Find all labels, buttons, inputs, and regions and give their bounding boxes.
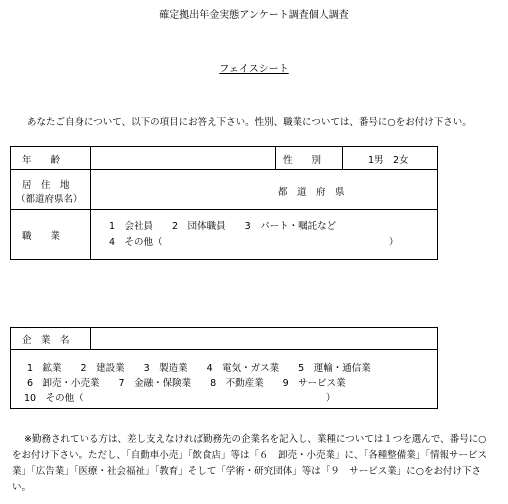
gender-label-divider-right (342, 146, 343, 169)
footnote-line: をお付け下さい。ただし、「自動車小売」「飲食店」等は「６ 卸売・小売業」に、「各種整備業」「情報サービス (12, 450, 488, 461)
gender-label: 性 別 (283, 155, 322, 166)
row-divider (10, 209, 438, 210)
company-name-label: 企 業 名 (22, 335, 70, 346)
footnote-line: 業」「広告業」「医療・社会福祉」「教育」そして「学術・研究団体」等は「９ サービス業」に○をお付け下さ (12, 466, 482, 477)
residence-sublabel: （都道府県名） (16, 194, 83, 205)
occupation-other-close: ） (389, 237, 399, 248)
occupation-options-line1[interactable]: 1 会社員 2 団体職員 3 パート・嘱託など (109, 221, 337, 232)
company-name-field[interactable] (92, 329, 436, 347)
occupation-options-other[interactable]: 4 その他（ (109, 237, 163, 248)
gender-label-divider-left (275, 146, 276, 169)
gender-options[interactable]: 1男 2女 (368, 155, 409, 166)
industry-options-other[interactable]: 10 その他（ (24, 393, 84, 404)
residence-label: 居 住 地 (22, 180, 70, 191)
footnote-line: い。 (12, 482, 32, 493)
footnote (12, 432, 497, 496)
age-label: 年 齢 (22, 155, 61, 166)
footnote-line: ※勤務されている方は、差し支えなければ勤務先の企業名を記入し、業種については１つを選んで、番号に○ (24, 434, 487, 445)
row-divider (10, 349, 438, 350)
row-divider (10, 169, 438, 170)
age-field[interactable] (92, 148, 273, 167)
instruction-text: あなたご自身について、以下の項目にお答え下さい。性別、職業については、番号に○をお付け下さい。 (27, 117, 472, 128)
occupation-label: 職 業 (22, 231, 61, 242)
residence-value[interactable]: 都 道 府 県 (278, 187, 345, 198)
label-column-divider (90, 146, 91, 260)
company-label-divider (90, 327, 91, 349)
industry-options-line2[interactable]: 6 卸売・小売業 7 金融・保険業 8 不動産業 9 サービス業 (27, 378, 346, 389)
industry-options-line1[interactable]: 1 鉱業 2 建設業 3 製造業 4 電気・ガス業 5 運輸・通信業 (27, 363, 371, 374)
face-sheet-heading: フェイスシート (219, 64, 289, 75)
document-title: 確定拠出年金実態アンケート調査個人調査 (159, 10, 349, 21)
industry-other-close: ） (326, 393, 336, 404)
